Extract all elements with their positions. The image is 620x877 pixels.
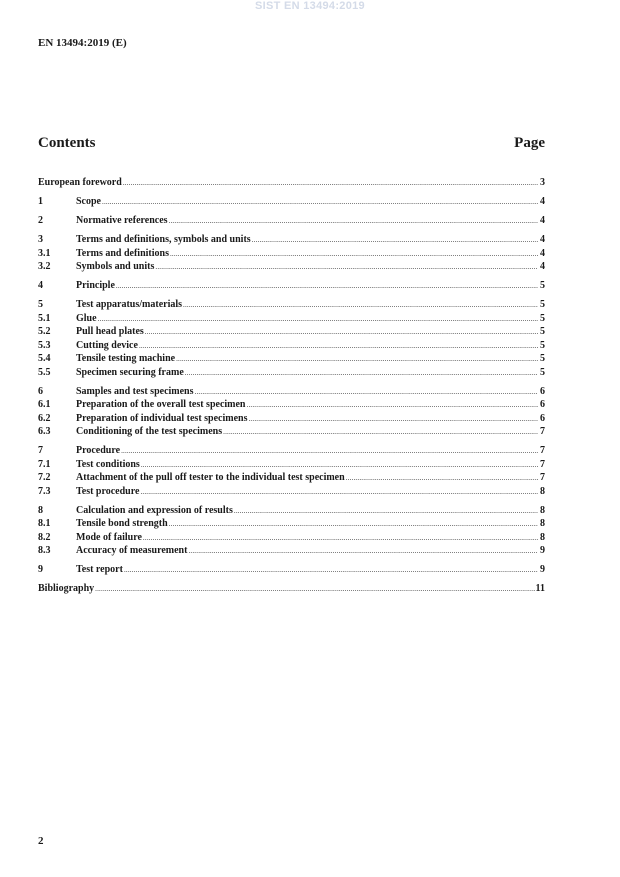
toc-dot-leader: [185, 367, 538, 381]
toc-entry[interactable]: [38, 425, 545, 439]
toc-entry[interactable]: [38, 298, 545, 312]
toc-dot-leader: [234, 505, 538, 519]
toc-entry-page: 3: [540, 177, 545, 188]
toc-entry-number: 7.2: [38, 472, 51, 483]
page-column-label: Page: [514, 135, 545, 151]
toc-entry[interactable]: [38, 444, 545, 458]
toc-entry[interactable]: [38, 366, 545, 380]
toc-entry-page: 6: [540, 385, 545, 397]
toc-entry-page: 8: [540, 518, 545, 529]
toc-dot-leader: [145, 326, 538, 340]
toc-dot-leader: [169, 215, 538, 229]
toc-entry-page: 7: [540, 472, 545, 483]
toc-entry-title: Accuracy of measurement: [76, 545, 188, 556]
toc-entry-number: 6.1: [38, 399, 51, 410]
toc-entry-page: 9: [540, 545, 545, 556]
toc-dot-leader: [116, 280, 538, 294]
toc-entry-number: 7: [38, 445, 43, 456]
toc-dot-leader: [98, 313, 538, 327]
toc-dot-leader: [188, 545, 538, 559]
toc-entry-title: Test apparatus/materials: [76, 299, 183, 310]
toc-entry[interactable]: [38, 458, 545, 472]
toc-entry-title: Preparation of the overall test specimen: [76, 399, 246, 410]
toc-dot-leader: [123, 177, 538, 191]
toc-entry-title: Test report: [76, 564, 123, 575]
toc-entry-page: 11: [535, 583, 545, 594]
toc-entry-number: 5.5: [38, 366, 51, 378]
toc-dot-leader: [247, 399, 539, 413]
toc-entry-page: 8: [540, 485, 545, 497]
toc-entry[interactable]: [38, 339, 545, 353]
toc-entry[interactable]: [38, 325, 545, 339]
toc-entry-page: 5: [540, 353, 545, 364]
toc-entry-page: 7: [540, 445, 545, 456]
page-number: 2: [38, 835, 44, 847]
toc-entry-title: Terms and definitions, symbols and units: [76, 234, 251, 245]
toc-entry-title: Glue: [76, 312, 97, 324]
toc-entry-page: 4: [540, 234, 545, 245]
table-of-contents: [38, 176, 545, 596]
toc-entry-number: 3.2: [38, 261, 51, 272]
toc-entry-title: Attachment of the pull off tester to the individual test specimen: [76, 472, 345, 483]
toc-entry[interactable]: [38, 195, 545, 209]
toc-entry[interactable]: [38, 504, 545, 518]
toc-entry-number: 8.1: [38, 518, 51, 529]
toc-entry[interactable]: [38, 582, 545, 596]
toc-entry-page: 5: [540, 339, 545, 351]
toc-entry-number: 9: [38, 564, 43, 575]
toc-entry[interactable]: [38, 398, 545, 412]
toc-entry[interactable]: [38, 214, 545, 228]
toc-entry-page: 5: [540, 326, 545, 337]
toc-entry-page: 5: [540, 366, 545, 378]
toc-entry-title: Preparation of individual test specimens: [76, 412, 248, 424]
toc-dot-leader: [176, 353, 538, 367]
toc-entry-title: Scope: [76, 196, 101, 207]
toc-entry[interactable]: [38, 544, 545, 558]
toc-entry-title: Specimen securing frame: [76, 366, 184, 378]
toc-entry-title: Test procedure: [76, 485, 140, 497]
toc-entry-title: Cutting device: [76, 339, 138, 351]
toc-entry[interactable]: [38, 412, 545, 426]
toc-dot-leader: [139, 340, 538, 354]
toc-dot-leader: [223, 426, 538, 440]
toc-entry-title: Principle: [76, 280, 115, 291]
toc-entry[interactable]: [38, 563, 545, 577]
toc-entry-number: 3.1: [38, 247, 51, 259]
toc-entry-title: European foreword: [38, 177, 122, 188]
toc-entry-number: 2: [38, 215, 43, 226]
toc-entry-number: 3: [38, 234, 43, 245]
toc-dot-leader: [346, 472, 538, 486]
toc-entry[interactable]: [38, 260, 545, 274]
contents-header: [38, 135, 545, 152]
toc-entry-title: Procedure: [76, 445, 121, 456]
toc-dot-leader: [124, 564, 538, 578]
toc-entry-number: 7.1: [38, 458, 51, 470]
toc-entry-number: 6: [38, 385, 43, 397]
toc-entry[interactable]: [38, 279, 545, 293]
toc-entry-number: 8: [38, 504, 43, 516]
toc-dot-leader: [121, 445, 538, 459]
toc-dot-leader: [95, 583, 534, 597]
toc-dot-leader: [155, 261, 538, 275]
toc-dot-leader: [102, 196, 538, 210]
toc-entry[interactable]: [38, 385, 545, 399]
toc-entry-number: 5.3: [38, 339, 51, 351]
toc-dot-leader: [140, 486, 538, 500]
toc-dot-leader: [195, 386, 538, 400]
toc-entry-page: 4: [540, 261, 545, 272]
toc-entry[interactable]: [38, 352, 545, 366]
toc-dot-leader: [143, 532, 538, 546]
toc-entry-title: Bibliography: [38, 583, 95, 594]
toc-entry-number: 5: [38, 299, 43, 310]
toc-entry-page: 5: [540, 280, 545, 291]
toc-dot-leader: [141, 459, 538, 473]
toc-dot-leader: [248, 413, 538, 427]
toc-entry-page: 9: [540, 564, 545, 575]
toc-entry[interactable]: [38, 176, 545, 190]
toc-entry-page: 6: [540, 412, 545, 424]
toc-entry[interactable]: [38, 531, 545, 545]
toc-dot-leader: [252, 234, 538, 248]
toc-entry[interactable]: [38, 471, 545, 485]
toc-entry[interactable]: [38, 312, 545, 326]
toc-entry-number: 4: [38, 280, 43, 291]
toc-entry-number: 7.3: [38, 485, 51, 497]
toc-entry-number: 6.3: [38, 426, 51, 437]
toc-entry-number: 5.4: [38, 353, 51, 364]
toc-entry-title: Conditioning of the test specimens: [76, 426, 223, 437]
toc-entry-title: Terms and definitions: [76, 247, 169, 259]
document-id: EN 13494:2019 (E): [38, 37, 127, 49]
toc-entry-title: Symbols and units: [76, 261, 155, 272]
toc-entry-title: Tensile bond strength: [76, 518, 168, 529]
toc-entry-title: Mode of failure: [76, 531, 142, 543]
toc-entry-number: 1: [38, 196, 43, 207]
toc-entry-page: 5: [540, 299, 545, 310]
toc-dot-leader: [183, 299, 538, 313]
toc-entry-title: Normative references: [76, 215, 168, 226]
toc-entry-number: 6.2: [38, 412, 51, 424]
toc-entry-page: 7: [540, 458, 545, 470]
toc-entry[interactable]: [38, 233, 545, 247]
toc-entry-title: Pull head plates: [76, 326, 144, 337]
toc-entry-page: 6: [540, 399, 545, 410]
toc-entry-title: Tensile testing machine: [76, 353, 176, 364]
watermark: SIST EN 13494:2019: [255, 0, 365, 12]
toc-dot-leader: [169, 518, 538, 532]
toc-entry-page: 8: [540, 504, 545, 516]
toc-entry-page: 5: [540, 312, 545, 324]
toc-entry[interactable]: [38, 517, 545, 531]
toc-dot-leader: [170, 248, 538, 262]
toc-entry-title: Samples and test specimens: [76, 385, 194, 397]
toc-entry-number: 8.3: [38, 545, 51, 556]
toc-entry-number: 5.2: [38, 326, 51, 337]
toc-entry-page: 4: [540, 247, 545, 259]
contents-title: Contents: [38, 135, 96, 151]
toc-entry-page: 8: [540, 531, 545, 543]
toc-entry-number: 8.2: [38, 531, 51, 543]
toc-entry[interactable]: [38, 247, 545, 261]
toc-entry-title: Calculation and expression of results: [76, 504, 233, 516]
toc-entry-page: 7: [540, 426, 545, 437]
toc-entry[interactable]: [38, 485, 545, 499]
toc-entry-page: 4: [540, 215, 545, 226]
toc-entry-title: Test conditions: [76, 458, 140, 470]
toc-entry-page: 4: [540, 196, 545, 207]
toc-entry-number: 5.1: [38, 312, 51, 324]
